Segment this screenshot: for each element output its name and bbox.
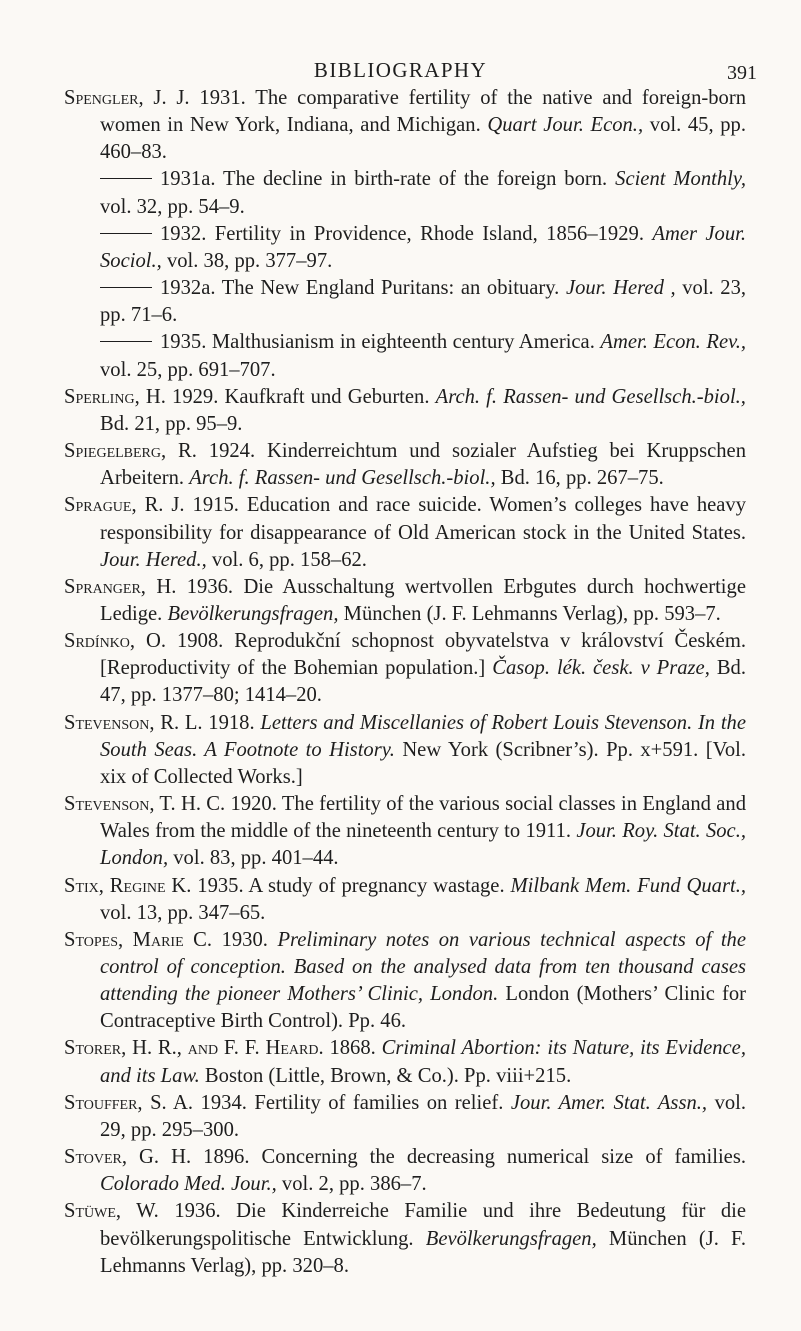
entry-source: Arch. f. Rassen- und Gesellsch.-biol.,	[189, 467, 496, 490]
entry-year: 1929.	[172, 385, 219, 408]
entry-source: Arch. f. Rassen- und Gesellsch.-biol.,	[435, 385, 746, 408]
entry-title: The New England Puritans: an obituary.	[221, 277, 560, 300]
entry-title: Die Kinderreiche Familie und ihre Bedeutung für die bevölkerungspolitische Entwicklung.	[100, 1200, 746, 1250]
bibliography-entry	[64, 873, 746, 927]
entry-title: Fertility of families on relief.	[254, 1091, 504, 1114]
entry-source: Časop. lék. česk. v Praze,	[492, 657, 710, 680]
page-number: 391	[727, 62, 757, 84]
entry-author: Storer, H. R., and F. F. Heard.	[64, 1037, 324, 1060]
entry-author: Stevenson, T. H. C.	[64, 793, 226, 816]
entry-details: vol. 25, pp. 691–707.	[100, 358, 276, 381]
entry-year: 1935.	[197, 874, 244, 897]
bibliography-entry	[64, 492, 746, 573]
bibliography-entry	[64, 275, 746, 329]
entry-year: 1931.	[199, 87, 246, 109]
entry-source: Milbank Mem. Fund Quart.,	[510, 874, 746, 897]
entry-details: Boston (Little, Brown, & Co.). Pp. viii+215.	[204, 1064, 572, 1087]
entry-title: Kaufkraft und Geburten.	[224, 385, 430, 408]
entry-title: A study of pregnancy wastage.	[248, 874, 505, 897]
entry-year: 1920.	[230, 793, 277, 816]
entry-title: Concerning the decreasing numerical size of families.	[261, 1146, 746, 1169]
entry-title: The comparative fertility of the native and foreign-born women in New York, Indiana, and Michigan.	[100, 87, 747, 137]
entry-source: Jour. Hered ,	[565, 277, 676, 300]
bibliography-entry	[64, 710, 746, 791]
entry-source: Jour. Hered.,	[100, 548, 207, 571]
ditto-dash	[100, 178, 152, 179]
entry-title: Die Ausschaltung wertvollen Erbgutes durch hochwertige Ledige.	[100, 575, 746, 625]
entry-title: Education and race suicide. Women’s colleges have heavy responsibility for disappearance of Old American stock in the United States.	[100, 494, 746, 544]
entry-year: 1868.	[329, 1037, 376, 1060]
entry-author: Spranger, H.	[64, 575, 177, 598]
bibliography-entry	[64, 166, 746, 220]
entry-details: London (Mothers’ Clinic for Contraceptive Birth Control). Pp. 46.	[100, 983, 746, 1033]
bibliography-entry	[64, 927, 746, 1036]
ditto-dash	[100, 287, 152, 288]
entry-title: Fertility in Providence, Rhode Island, 1856–1929.	[214, 222, 644, 245]
entry-year: 1908.	[176, 630, 224, 653]
entry-year: 1931a.	[160, 168, 216, 191]
running-header: BIBLIOGRAPHY	[313, 58, 488, 82]
entry-details: München (J. F. Lehmanns Verlag), pp. 320–8.	[100, 1227, 746, 1277]
entry-author: Srdínko, O.	[64, 630, 167, 653]
entry-source: Scient Monthly,	[615, 168, 747, 191]
entry-source: Amer. Econ. Rev.,	[600, 331, 746, 354]
entry-author: Stevenson, R. L.	[64, 711, 203, 734]
bibliography-entry	[64, 1144, 746, 1198]
entry-details: München (J. F. Lehmanns Verlag), pp. 593–7.	[343, 602, 721, 625]
entry-year: 1918.	[208, 711, 255, 734]
entry-details: vol. 38, pp. 377–97.	[166, 249, 333, 272]
ditto-dash	[100, 341, 152, 342]
entry-details: vol. 13, pp. 347–65.	[100, 901, 266, 924]
entry-source: Jour. Roy. Stat. Soc., London,	[100, 820, 746, 870]
entry-source: Preliminary notes on various technical aspects of the control of conception. Based on the analysed data from ten thousand cases attending the pioneer Mothers’ Clinic, London.	[100, 928, 746, 1006]
entry-author: Stüwe, W.	[64, 1200, 159, 1223]
entry-author: Sperling, H.	[64, 385, 166, 408]
entry-year: 1930.	[221, 928, 268, 951]
bibliography-list	[64, 85, 746, 1280]
entry-details: Bd. 21, pp. 95–9.	[100, 412, 243, 435]
entry-details: Bd. 16, pp. 267–75.	[500, 467, 664, 490]
entry-source: Quart Jour. Econ.,	[487, 114, 644, 137]
entry-year: 1936.	[174, 1200, 221, 1223]
entry-source: Bevölkerungsfragen,	[425, 1227, 597, 1250]
bibliography-entry	[64, 85, 746, 166]
entry-source: Amer Jour. Sociol.,	[100, 222, 746, 272]
entry-year: 1934.	[200, 1091, 247, 1114]
entry-author: Sprague, R. J.	[64, 494, 185, 517]
entry-source: Jour. Amer. Stat. Assn.,	[510, 1091, 708, 1114]
entry-details: Bd. 47, pp. 1377–80; 1414–20.	[100, 657, 746, 707]
entry-author: Stouffer, S. A.	[64, 1091, 194, 1114]
entry-details: New York (Scribner’s). Pp. x+591. [Vol. xix of Collected Works.]	[100, 738, 746, 788]
entry-source: Bevölkerungsfragen,	[167, 602, 339, 625]
entry-details: vol. 2, pp. 386–7.	[281, 1173, 427, 1196]
entry-title: Kinderreichtum und sozialer Aufstieg bei Kruppschen Arbeitern.	[100, 440, 746, 490]
bibliography-entry	[64, 791, 746, 872]
entry-source: Letters and Miscellanies of Robert Louis Stevenson. In the South Seas. A Footnote to History.	[100, 711, 746, 761]
entry-details: vol. 6, pp. 158–62.	[211, 548, 367, 571]
entry-details: vol. 83, pp. 401–44.	[173, 847, 339, 870]
entry-author: Spiegelberg, R.	[64, 440, 197, 463]
entry-year: 1936.	[186, 575, 234, 598]
entry-author: Stover, G. H.	[64, 1146, 192, 1169]
entry-year: 1915.	[192, 494, 239, 517]
bibliography-entry	[64, 574, 746, 628]
entry-details: vol. 32, pp. 54–9.	[100, 195, 245, 218]
entry-year: 1896.	[203, 1146, 250, 1169]
ditto-dash	[100, 233, 152, 234]
entry-details: vol. 23, pp. 71–6.	[100, 277, 747, 327]
bibliography-entry	[64, 628, 746, 709]
bibliography-entry	[64, 1090, 746, 1144]
entry-author: Spengler, J. J.	[64, 87, 190, 109]
bibliography-entry	[64, 384, 746, 438]
bibliography-entry	[64, 1035, 746, 1089]
entry-year: 1932a.	[160, 277, 216, 300]
entry-title: The decline in birth-rate of the foreign born.	[223, 168, 608, 191]
entry-source: Colorado Med. Jour.,	[100, 1173, 277, 1196]
entry-title: The fertility of the various social classes in England and Wales from the middle of the nineteenth century to 1911.	[100, 793, 747, 843]
entry-details: vol. 45, pp. 460–83.	[100, 114, 746, 164]
entry-details: vol. 29, pp. 295–300.	[100, 1091, 747, 1141]
bibliography-entry	[64, 329, 746, 383]
entry-author: Stopes, Marie C.	[64, 928, 213, 951]
entry-source: Criminal Abortion: its Nature, its Evidence, and its Law.	[100, 1037, 746, 1087]
entry-title: Reprodukční schopnost obyvatelstva v království Českém. [Reproductivity of the Bohemian population.]	[100, 630, 746, 680]
entry-year: 1935.	[160, 331, 207, 354]
entry-year: 1924.	[208, 440, 256, 463]
bibliography-entry	[64, 1198, 746, 1279]
entry-title: Malthusianism in eighteenth century America.	[211, 331, 595, 354]
bibliography-entry	[64, 221, 746, 275]
entry-year: 1932.	[160, 222, 207, 245]
entry-author: Stix, Regine K.	[64, 874, 192, 897]
bibliography-entry	[64, 438, 746, 492]
